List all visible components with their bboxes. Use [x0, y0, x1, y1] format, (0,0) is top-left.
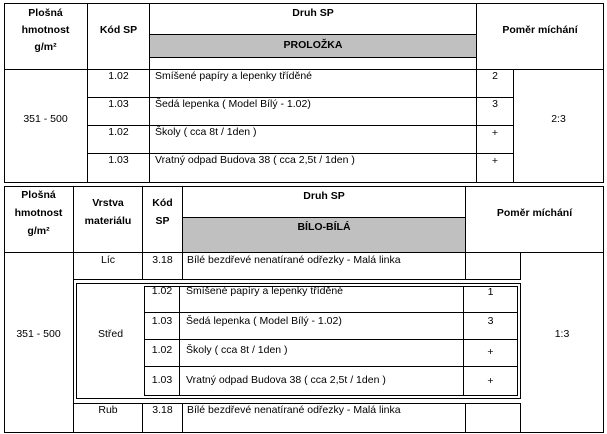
header-weight-line2: hmotnost — [21, 24, 70, 36]
header-type: Druh SP — [303, 190, 345, 202]
mix-ratio: 1:3 — [554, 328, 570, 340]
row-code: 1.02 — [151, 344, 173, 356]
header-weight-unit: g/m² — [27, 225, 50, 237]
row-code: 3.18 — [152, 404, 173, 416]
header-code: Kód SP — [99, 24, 138, 36]
row-name: Smíšené papíry a lepenky tříděné — [186, 285, 344, 297]
layer-face: Líc — [100, 254, 115, 266]
row-code: 1.03 — [151, 374, 173, 386]
header-layer-line2: materiálu — [84, 215, 132, 227]
header-weight-line2: hmotnost — [14, 207, 63, 219]
row-code: 1.02 — [108, 126, 129, 138]
row-part: 2 — [492, 70, 498, 82]
row-name: Šedá lepenka ( Model Bílý - 1.02) — [186, 315, 342, 327]
row-name: Vratný odpad Budova 38 ( cca 2,5t / 1den ) — [155, 154, 355, 166]
row-part: + — [491, 127, 499, 139]
row-code: 1.02 — [151, 285, 173, 297]
header-code-line1: Kód — [152, 197, 173, 209]
header-weight-line1: Plošná — [28, 7, 63, 19]
sub-header-title: PROLOŽKA — [283, 39, 343, 51]
layer-back: Rub — [98, 404, 118, 416]
row-name: Bílé bezdřevé nenatírané odřezky - Malá linka — [187, 254, 401, 266]
row-name: Školy ( cca 8t / 1den ) — [155, 126, 257, 138]
header-ratio: Poměr míchání — [502, 24, 578, 36]
header-type: Druh SP — [292, 7, 334, 19]
row-part: 1 — [487, 286, 494, 298]
header-weight-unit: g/m² — [34, 41, 57, 53]
row-part: + — [487, 375, 494, 387]
header-weight-line1: Plošná — [21, 189, 56, 201]
header-ratio: Poměr míchání — [496, 207, 573, 219]
row-name: Vratný odpad Budova 38 ( cca 2,5t / 1den ) — [186, 374, 386, 386]
weight-range: 351 - 500 — [23, 113, 68, 125]
header-code-line2: SP — [155, 215, 170, 227]
row-part: 3 — [492, 98, 498, 110]
row-name: Šedá lepenka ( Model Bílý - 1.02) — [155, 98, 311, 110]
row-part: + — [491, 155, 499, 167]
row-code: 1.03 — [108, 154, 129, 166]
row-code: 1.03 — [151, 315, 173, 327]
layer-middle: Střed — [97, 328, 124, 340]
row-name: Smíšené papíry a lepenky tříděné — [155, 70, 313, 82]
header-layer-line1: Vrstva — [92, 197, 124, 209]
row-name: Bílé bezdřevé nenatírané odřezky - Malá linka — [187, 404, 401, 416]
row-name: Školy ( cca 8t / 1den ) — [186, 344, 288, 356]
row-code: 1.02 — [108, 70, 129, 82]
sub-header-title: BÍLO-BÍLÁ — [297, 221, 351, 233]
row-part: + — [487, 346, 494, 358]
row-code: 3.18 — [152, 254, 173, 266]
mix-ratio: 2:3 — [551, 113, 566, 125]
row-code: 1.03 — [108, 98, 129, 110]
row-part: 3 — [487, 315, 494, 327]
weight-range: 351 - 500 — [16, 328, 61, 340]
